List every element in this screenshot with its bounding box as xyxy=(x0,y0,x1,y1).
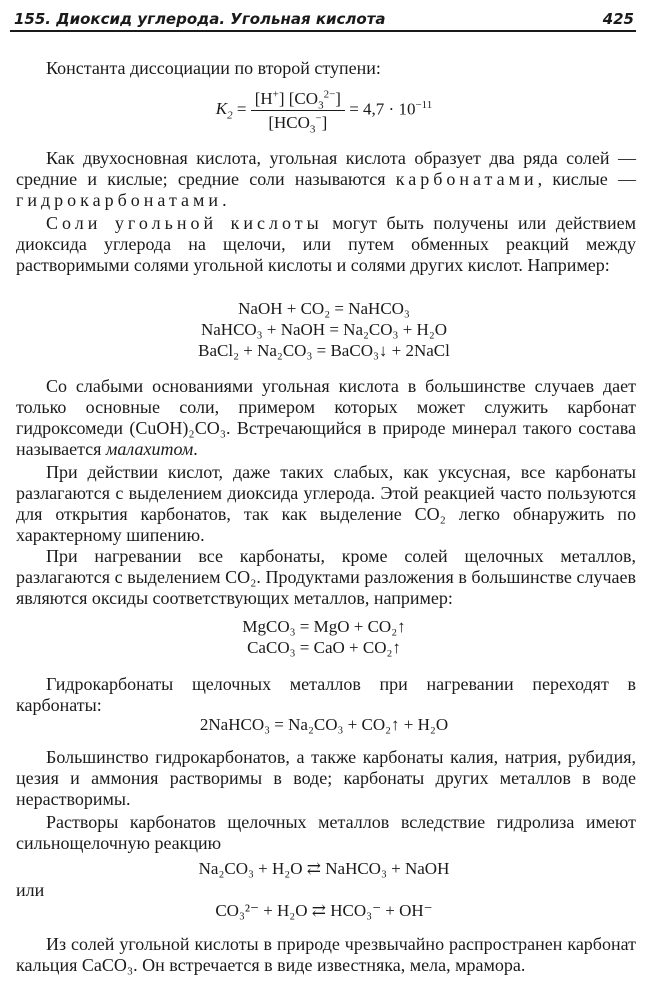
paragraph-salt-types: Как двухосновная кислота, угольная кислота образует два ряда солей — средние и кислые; средние соли называются карбонатами, кислые — гидрокарбонатами. xyxy=(16,148,636,210)
equation-hydrolysis-1: Na₂CO₃ + H₂O ⇄ NaHCO₃ + NaOH xyxy=(198,859,450,878)
page-number: 425 xyxy=(602,10,634,28)
paragraph-bicarbonate-heating: Гидрокарбонаты щелочных металлов при нагревании переходят в карбонаты: xyxy=(16,674,636,715)
equations-preparation xyxy=(0,298,648,361)
k2-denominator: $[HCO_3^-]$ xyxy=(268,112,328,136)
header-rule xyxy=(10,30,636,32)
equation-line: MgCO₃ = MgO + CO₂↑ xyxy=(242,617,406,636)
paragraph-calcium-carbonate: Из солей угольной кислоты в природе чрезвычайно распространен карбонат кальция CaCO₃. Он встречается в виде известняка, мела, мрамора. xyxy=(16,934,636,975)
k2-fraction xyxy=(251,88,345,136)
k2-numerator: [H+] $[CO_3^{2-}]$ xyxy=(251,88,345,111)
equation-line: NaHCO₃ + NaOH = Na₂CO₃ + H₂O xyxy=(200,320,448,339)
paragraph-malachite: Со слабыми основаниями угольная кислота в большинстве случаев дает только основные соли, примером которых может служить карбонат гидроксомеди (CuOH)₂CO₃. Встречающийся в природе минерал такого состава называется малахитом. xyxy=(16,376,636,459)
equation-hydrolysis-2: CO₃²⁻ + H₂O ⇄ HCO₃⁻ + OH⁻ xyxy=(215,901,433,920)
paragraph-solubility: Большинство гидрокарбонатов, а также карбонаты калия, натрия, рубидия, цезия и аммония растворимы в воде; карбонаты других металлов в воде нерастворимы. xyxy=(16,747,636,809)
equation-line: BaCl₂ + Na₂CO₃ = BaCO₃↓ + 2NaCl xyxy=(198,341,450,360)
equation-line: NaOH + CO₂ = NaHCO₃ xyxy=(238,299,410,318)
paragraph-dissociation-constant: Константа диссоциации по второй ступени: xyxy=(46,58,381,78)
section-title: 155. Диоксид углерода. Угольная кислота xyxy=(14,10,386,28)
equation-line: CaCO₃ = CaO + CO₂↑ xyxy=(247,638,401,657)
paragraph-hydrolysis: Растворы карбонатов щелочных металлов вследствие гидролиза имеют сильнощелочную реакцию xyxy=(16,812,636,853)
equation-k2: $K_2$ = $\frac{[H^+] [CO_3^{2-}]}{[HCO_3^-]}$ = $4,7 \cdot 10^{-11}$ xyxy=(215,88,433,136)
equation-bicarbonate: 2NaHCO₃ = Na₂CO₃ + CO₂↑ + H₂O xyxy=(199,715,449,734)
or-label: или xyxy=(16,880,45,900)
paragraph-heating: При нагревании все карбонаты, кроме солей щелочных металлов, разлагаются с выделением CO₂. Продуктами разложения в большинстве случаев являются оксиды соответствующих металлов, например: xyxy=(16,546,636,608)
equations-decomposition xyxy=(0,616,648,658)
paragraph-acid-action: При действии кислот, даже таких слабых, как уксусная, все карбонаты разлагаются с выделением диоксида углерода. Этой реакцией часто пользуются для открытия карбонатов, так как выделение CO₂ легко обнаружить по характерному шипению. xyxy=(16,462,636,545)
paragraph-salt-preparation: Соли угольной кислоты могут быть получены или действием диоксида углерода на щелочи, или путем обменных реакций между растворимыми солями угольной кислоты и солями других кислот. Например: xyxy=(16,213,636,275)
